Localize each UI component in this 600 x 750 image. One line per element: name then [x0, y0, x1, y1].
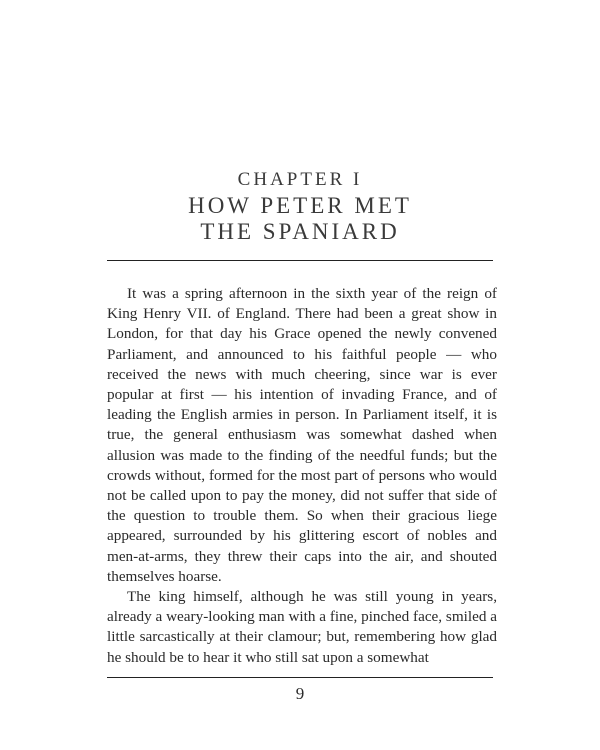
paragraph: It was a spring afternoon in the sixth year of the reign of King Henry VII. of England. There had been a great show in London, for that day his Grace opened the newly convened Parliament, and announced to his faithful people — who received the news with much cheering, since war is ever popular at first — his intention of invading France, and of leading the English armies in person. In Parliament itself, it is true, the general enthusiasm was somewhat dashed when allusion was made to the finding of the needful funds; but the crowds without, formed for the most part of persons who would not be called upon to pay the money, did not suffer that side of the question to trouble them. So when their gracious liege appeared, surrounded by his glittering escort of nobles and men-at-arms, they threw their caps into the air, and shouted themselves hoarse.	[107, 285, 497, 585]
top-divider	[107, 260, 493, 261]
chapter-heading	[0, 168, 600, 244]
bottom-divider	[107, 677, 493, 678]
page-number: 9	[295, 684, 305, 703]
body-text	[107, 284, 497, 668]
paragraph: The king himself, although he was still young in years, already a weary-looking man with a fine, pinched face, smiled a little sarcastically at their clamour; but, remembering how glad he should be to hear it who still sat upon a somewhat	[107, 588, 497, 666]
chapter-title-line-2: THE SPANIARD	[200, 219, 400, 244]
chapter-number: CHAPTER I	[237, 169, 363, 190]
chapter-title-line-1: HOW PETER MET	[188, 193, 412, 218]
